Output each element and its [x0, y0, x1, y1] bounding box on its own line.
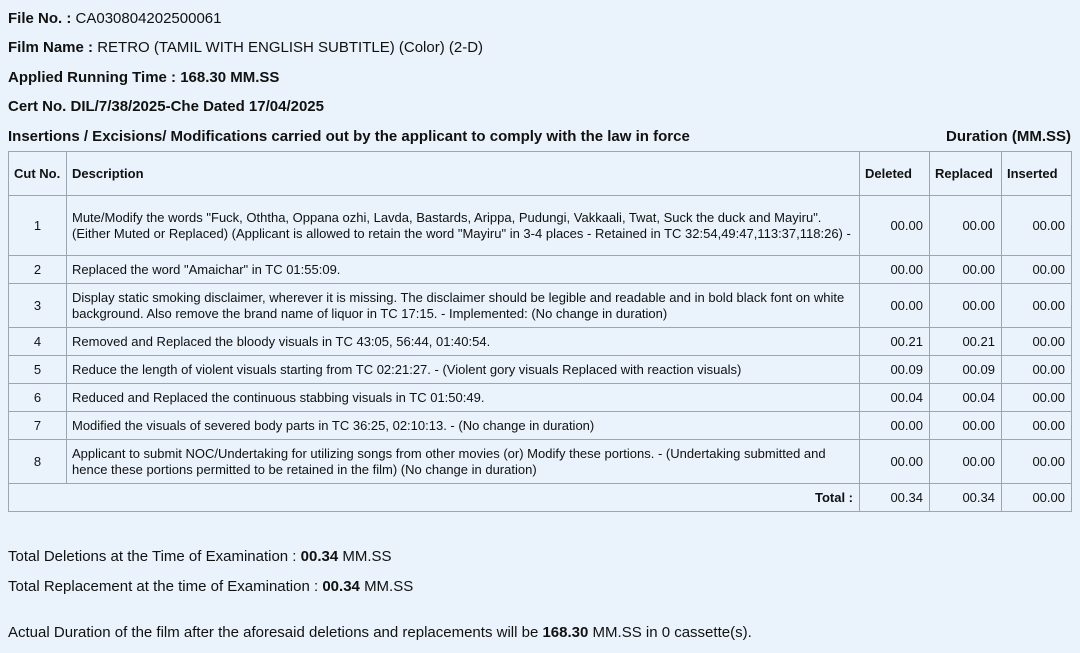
cut-number: 6: [9, 384, 67, 412]
table-row: [9, 412, 1072, 440]
film-name-line: [8, 39, 483, 57]
col-header-cut-no: Cut No.: [9, 152, 67, 196]
inserted-value: 00.00: [1002, 356, 1072, 384]
replaced-value: 00.04: [930, 384, 1002, 412]
cert-no-line: [8, 98, 324, 116]
cut-number: 8: [9, 440, 67, 484]
cuts-table: [8, 151, 1072, 512]
table-header-row: [9, 152, 1072, 196]
deleted-value: 00.00: [860, 284, 930, 328]
cut-number: 7: [9, 412, 67, 440]
deleted-value: 00.00: [860, 256, 930, 284]
cut-description: Mute/Modify the words "Fuck, Oththa, Oppana ozhi, Lavda, Bastards, Arippa, Pudungi, Vakkaali, Twat, Suck the duck and Mayiru". (Either Muted or Replaced) (Applicant is allowed to retain the word "Mayiru" in 3-4 places - Retained in TC 32:54,49:47,113:37,118:26) -: [67, 196, 860, 256]
running-time-line: [8, 69, 279, 87]
total-row: [9, 484, 1072, 512]
total-label: Total :: [9, 484, 860, 512]
actual-duration-suffix: MM.SS in 0 cassette(s).: [592, 624, 752, 641]
cut-number: 4: [9, 328, 67, 356]
file-no-line: [8, 10, 222, 28]
table-row: [9, 256, 1072, 284]
table-row: [9, 356, 1072, 384]
total-replaced: 00.34: [930, 484, 1002, 512]
col-header-inserted: Inserted: [1002, 152, 1072, 196]
cut-number: 3: [9, 284, 67, 328]
total-deletions-unit: MM.SS: [342, 548, 392, 565]
total-deletions-line: [8, 548, 392, 566]
cut-number: 2: [9, 256, 67, 284]
inserted-value: 00.00: [1002, 412, 1072, 440]
cut-description: Removed and Replaced the bloody visuals in TC 43:05, 56:44, 01:40:54.: [67, 328, 860, 356]
deleted-value: 00.00: [860, 440, 930, 484]
total-replacement-prefix: Total Replacement at the time of Examination :: [8, 578, 319, 595]
film-name-value: RETRO (TAMIL WITH ENGLISH SUBTITLE) (Color) (2-D): [97, 39, 484, 56]
cut-description: Applicant to submit NOC/Undertaking for utilizing songs from other movies (or) Modify these portions. - (Undertaking submitted and hence these portions permitted to be retained in the film) (No change in duration): [67, 440, 860, 484]
total-replacement-unit: MM.SS: [364, 578, 414, 595]
col-header-description: Description: [67, 152, 860, 196]
cut-description: Modified the visuals of severed body parts in TC 36:25, 02:10:13. - (No change in duration): [67, 412, 860, 440]
deleted-value: 00.00: [860, 412, 930, 440]
cut-description: Reduced and Replaced the continuous stabbing visuals in TC 01:50:49.: [67, 384, 860, 412]
cert-no-label: Cert No.: [8, 98, 67, 115]
total-inserted: 00.00: [1002, 484, 1072, 512]
table-row: [9, 196, 1072, 256]
actual-duration-prefix: Actual Duration of the film after the aforesaid deletions and replacements will be: [8, 624, 539, 641]
replaced-value: 00.09: [930, 356, 1002, 384]
inserted-value: 00.00: [1002, 196, 1072, 256]
cut-description: Replaced the word "Amaichar" in TC 01:55:09.: [67, 256, 860, 284]
total-deletions-value: 00.34: [300, 548, 339, 565]
running-time-value: 168.30 MM.SS: [180, 69, 280, 86]
inserted-value: 00.00: [1002, 256, 1072, 284]
running-time-label: Applied Running Time :: [8, 69, 177, 86]
section-title: Insertions / Excisions/ Modifications carried out by the applicant to comply with the law in force: [8, 128, 690, 145]
total-deleted: 00.34: [860, 484, 930, 512]
cut-description: Display static smoking disclaimer, wherever it is missing. The disclaimer should be legible and readable and in bold black font on white background. Also remove the brand name of liquor in TC 17:15. - Implemented: (No change in duration): [67, 284, 860, 328]
table-row: [9, 284, 1072, 328]
file-no-value: CA030804202500061: [75, 10, 222, 27]
total-replacement-line: [8, 578, 413, 596]
replaced-value: 00.00: [930, 412, 1002, 440]
col-header-replaced: Replaced: [930, 152, 1002, 196]
total-deletions-prefix: Total Deletions at the Time of Examination :: [8, 548, 297, 565]
table-row: [9, 440, 1072, 484]
replaced-value: 00.00: [930, 196, 1002, 256]
cut-description: Reduce the length of violent visuals starting from TC 02:21:27. - (Violent gory visuals Replaced with reaction visuals): [67, 356, 860, 384]
replaced-value: 00.00: [930, 256, 1002, 284]
inserted-value: 00.00: [1002, 440, 1072, 484]
film-name-label: Film Name :: [8, 39, 94, 56]
table-row: [9, 328, 1072, 356]
deleted-value: 00.21: [860, 328, 930, 356]
deleted-value: 00.00: [860, 196, 930, 256]
duration-heading: Duration (MM.SS): [946, 128, 1071, 145]
deleted-value: 00.04: [860, 384, 930, 412]
cert-no-value: DIL/7/38/2025-Che Dated 17/04/2025: [70, 98, 324, 115]
actual-duration-value: 168.30: [542, 624, 589, 641]
section-heading: [8, 128, 1071, 146]
actual-duration-line: [8, 624, 752, 642]
col-header-deleted: Deleted: [860, 152, 930, 196]
replaced-value: 00.00: [930, 284, 1002, 328]
total-replacement-value: 00.34: [322, 578, 360, 595]
replaced-value: 00.21: [930, 328, 1002, 356]
cut-number: 5: [9, 356, 67, 384]
replaced-value: 00.00: [930, 440, 1002, 484]
table-row: [9, 384, 1072, 412]
file-no-label: File No. :: [8, 10, 72, 27]
deleted-value: 00.09: [860, 356, 930, 384]
cut-number: 1: [9, 196, 67, 256]
inserted-value: 00.00: [1002, 284, 1072, 328]
inserted-value: 00.00: [1002, 328, 1072, 356]
inserted-value: 00.00: [1002, 384, 1072, 412]
